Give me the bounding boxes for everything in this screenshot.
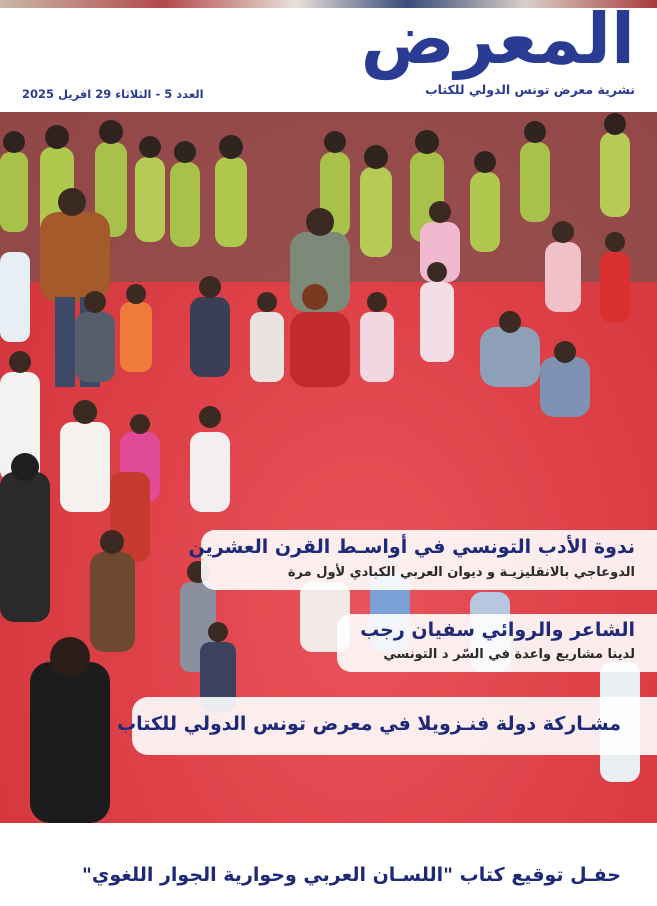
logo <box>319 0 635 100</box>
headline-banner-1 <box>188 530 657 590</box>
cover-photo <box>0 112 657 886</box>
issue-line: العدد 5 - الثلاثاء 29 افريل 2025 <box>22 87 204 101</box>
headline-banner-4 <box>82 848 657 906</box>
logo-subtitle: نشرية معرض تونس الدولي للكتاب <box>425 82 635 97</box>
headline-banner-2 <box>337 614 657 672</box>
headline-2-subtitle: لدينا مشاريع واعدة في السّر د التونسي <box>383 647 635 662</box>
headline-1-subtitle: الدوعاجي بالانقليزيـة و ديوان العربي الكبادي لأول مرة <box>287 565 635 580</box>
headline-4-title: حفـل توقيع كتاب "اللسـان العربي وحوارية الجوار اللغوي" <box>82 864 621 886</box>
logo-title: المعرض <box>360 0 635 80</box>
headline-1-title: ندوة الأدب التونسي في أواسـط القرن العشرين <box>188 536 635 558</box>
masthead <box>0 0 657 112</box>
headline-banner-3 <box>117 697 657 755</box>
headline-2-title: الشاعر والروائي سفيان رجب <box>360 619 635 641</box>
headline-3-title: مشـاركة دولة فنـزويلا في معرض تونس الدولي للكتاب <box>117 713 621 735</box>
